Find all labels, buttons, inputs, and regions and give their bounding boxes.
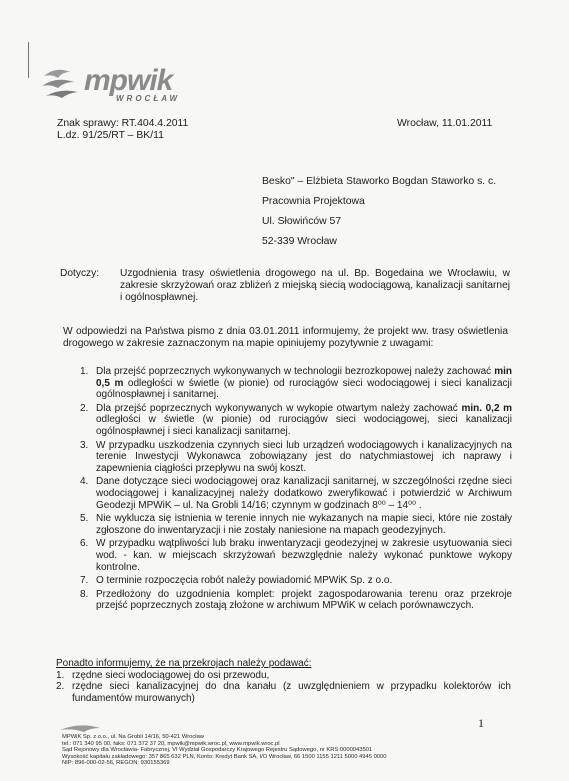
logo-subtext: WROCŁAW (116, 94, 181, 103)
recipient-name: Besko" – Elżbieta Staworko Bogdan Staworko s. c. (262, 176, 497, 187)
letter-date: Wrocław, 11.01.2011 (397, 118, 493, 129)
footer-line: tel.: 071 340 95 00, faks: 071 372 37 20, mpwik@mpwik.wroc.pl, www.mpwik.wroc.pl (62, 740, 280, 747)
footer-line: Sąd Rejonowy dla Wrocławia- Fabrycznej, VI Wydział Gospodarczy Krajowego Rejestru Sądowego, nr KRS:0000043501 (62, 747, 373, 754)
list-item: 2. Dla przejść poprzecznych wykonywanych w wykopie otwartym należy zachować min. 0,2 m odległości w świetle (w pionie) od rurociągów sieci wodociągowej, sieci kanalizacji ogólnospławnej i sieci kanalizacji sanitarnej. (80, 402, 513, 437)
footer-company-info (62, 734, 482, 767)
list-item: 1. rzędne sieci wodociągowej do osi przewodu, (56, 669, 270, 681)
registry-number: L.dz. 91/25/RT – BK/11 (57, 130, 164, 141)
logo-text: mpwik (84, 64, 173, 97)
additional-requirements (56, 658, 511, 704)
recipient-address (262, 176, 496, 256)
footer-line: MPWiK Sp. z o.o., ul. Na Grobli 14/16, 50-421 Wrocław (62, 734, 204, 740)
subject-label: Dotyczy: (60, 268, 100, 279)
recipient-office: Pracownia Projektowa (262, 196, 365, 207)
case-reference: Znak sprawy: RT.404.4.2011 (57, 118, 189, 129)
page-number: 1 (478, 716, 484, 730)
list-item: 2. rzędne sieci kanalizacyjnej do dna kanału (z uwzględnieniem w przypadku kolektorów ich fundamentów murowanych) (56, 681, 511, 704)
subject-text: Uzgodnienia trasy oświetlenia drogowego na ul. Bp. Bogedaina we Wrocławiu, w zakresie skrzyżowań oraz zbliżeń z miejską siecią wodociągową, kanalizacji sanitarnej i ogólnospławnej. (120, 268, 510, 303)
list-item: 3. W przypadku uszkodzenia czynnych sieci lub urządzeń wodociągowych i kanalizacyjnych na terenie Inwestycji Wykonawca zobowiązany jest do natychmiastowej ich naprawy i zapewnienia ciągłości przepływu na swój koszt. (80, 439, 512, 474)
reference-block (57, 118, 188, 142)
list-item: 1. Dla przejść poprzecznych wykonywanych w technologii bezrozkopowej należy zachować min 0,5 m odległości w świetle (w pionie) od rurociągów sieci wodociągowej i sieci kanalizacji ogólnospławnej i sanitarnej. (80, 366, 512, 401)
footer-wave-icon (60, 722, 120, 734)
conditions-list (80, 366, 512, 614)
list-item: 4. Dane dotyczące sieci wodociągowej oraz kanalizacji sanitarnej, w szczególności rzędne sieci wodociągowej i kanalizacyjnej należy dodatkowo zweryfikować i potwierdzić w Archiwum Geodezji MPWiK – ul. Na Grobli 14/16; czynnym w godzinach 8⁰⁰ – 14⁰⁰ . (80, 476, 512, 511)
footer-line: NIP: 896-000-02-56, REGON: 930155369 (62, 760, 170, 767)
water-drop-logo-icon (40, 66, 86, 100)
recipient-street: Ul. Słowińców 57 (262, 216, 342, 227)
list-item: 7. O terminie rozpoczęcia robót należy powiadomić MPWiK Sp. z o.o. (80, 575, 393, 587)
intro-paragraph: W odpowiedzi na Państwa pismo z dnia 03.01.2011 informujemy, że projekt ww. trasy oświetlenia drogowego w zakresie zaznaczonym na mapie opiniujemy pozytywnie z uwagami: (63, 326, 508, 349)
additional-heading: Ponadto informujemy, że na przekrojach należy podawać: (56, 658, 312, 669)
list-item: 8. Przedłożony do uzgodnienia komplet: projekt zagospodarowania terenu oraz przekroje przejść poprzecznych zostają złożone w archiwum MPWiK w celach porównawczych. (80, 588, 512, 612)
list-item: 5. Nie wyklucza się istnienia w terenie innych nie wykazanych na mapie sieci, które nie zostały zgłoszone do inwentaryzacji i nie zostały naniesione na mapach geodezyjnych. (80, 513, 512, 536)
mpwik-logo (40, 64, 200, 114)
margin-mark (28, 42, 29, 78)
recipient-city: 52-339 Wrocław (262, 236, 337, 247)
footer-line: Wysokość kapitału zakładowego: 357 865 632 PLN, Konto: Kredyt Bank SA, I/O Wrocław, 66 1500 1155 1211 5000 4945 0000 (62, 753, 387, 760)
list-item: 6. W przypadku wątpliwości lub braku inwentaryzacji geodezyjnej w zakresie usytuowania sieci wod. - kan. w miejscach skrzyżowań bezwzględnie należy wykonać punktowe wykopy kontrolne. (80, 538, 512, 573)
